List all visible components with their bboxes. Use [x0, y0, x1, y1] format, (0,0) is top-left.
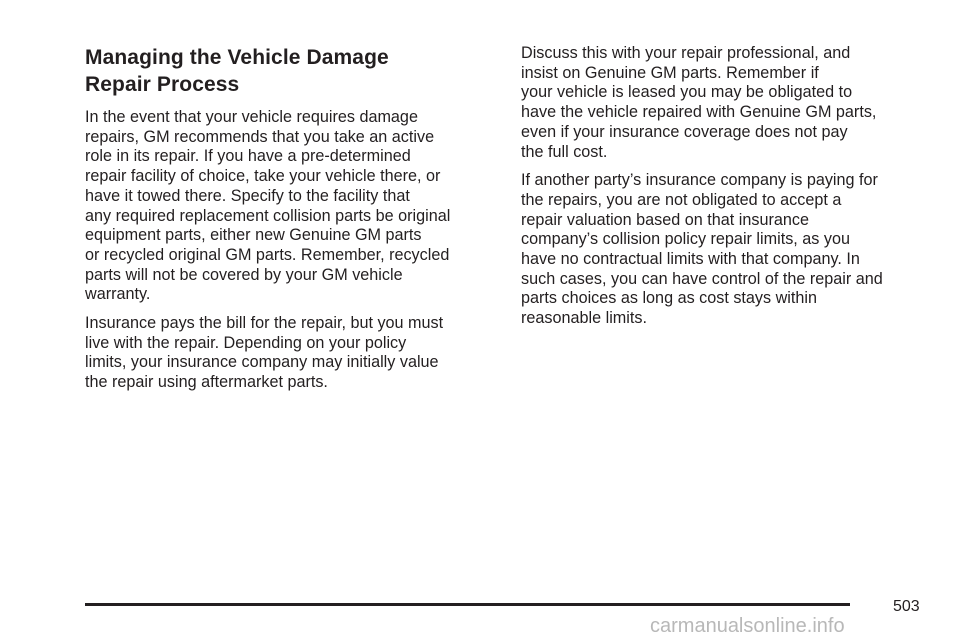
section-heading	[85, 44, 495, 98]
left-column	[85, 44, 495, 402]
text-line: company’s collision policy repair limits, as you	[521, 230, 850, 249]
heading-line: Managing the Vehicle Damage	[85, 46, 389, 69]
text-line: equipment parts, either new Genuine GM parts	[85, 226, 422, 245]
text-line: repairs, GM recommends that you take an active	[85, 127, 435, 146]
text-line: parts will not be covered by your GM vehicle	[85, 265, 403, 284]
text-line: repair facility of choice, take your vehicle there, or	[85, 167, 441, 186]
watermark: carmanualsonline.info	[650, 615, 845, 637]
text-line: live with the repair. Depending on your policy	[85, 333, 407, 352]
text-line: insist on Genuine GM parts. Remember if	[521, 63, 819, 82]
text-line: have the vehicle repaired with Genuine GM parts,	[521, 103, 877, 122]
heading-line: Repair Process	[85, 73, 240, 96]
text-line: In the event that your vehicle requires damage	[85, 108, 418, 126]
paragraph	[85, 108, 495, 305]
text-line: have it towed there. Specify to the facility that	[85, 186, 410, 205]
page-number: 503	[893, 598, 920, 615]
text-line: the repairs, you are not obligated to accept a	[521, 190, 842, 209]
text-line: Discuss this with your repair professional, and	[521, 44, 851, 62]
text-line: the repair using aftermarket parts.	[85, 373, 328, 392]
text-line: or recycled original GM parts. Remember, recycled	[85, 245, 450, 264]
text-line: If another party’s insurance company is paying for	[521, 171, 878, 190]
text-line: limits, your insurance company may initially value	[85, 353, 439, 372]
text-line: even if your insurance coverage does not pay	[521, 122, 848, 141]
text-line: warranty.	[85, 285, 151, 304]
text-line: such cases, you can have control of the repair and	[521, 269, 883, 288]
text-line: role in its repair. If you have a pre-determined	[85, 147, 411, 166]
text-line: reasonable limits.	[521, 309, 647, 328]
paragraph	[521, 171, 931, 329]
text-line: repair valuation based on that insurance	[521, 210, 809, 229]
text-line: have no contractual limits with that company. In	[521, 250, 860, 269]
footer-rule	[85, 603, 850, 606]
right-column	[521, 44, 931, 338]
text-line: parts choices as long as cost stays within	[521, 289, 818, 308]
text-line: Insurance pays the bill for the repair, but you must	[85, 314, 444, 333]
text-line: the full cost.	[521, 142, 608, 161]
text-line: your vehicle is leased you may be obligated to	[521, 83, 853, 102]
paragraph	[85, 314, 495, 393]
text-line: any required replacement collision parts be original	[85, 206, 451, 225]
paragraph	[521, 44, 931, 162]
